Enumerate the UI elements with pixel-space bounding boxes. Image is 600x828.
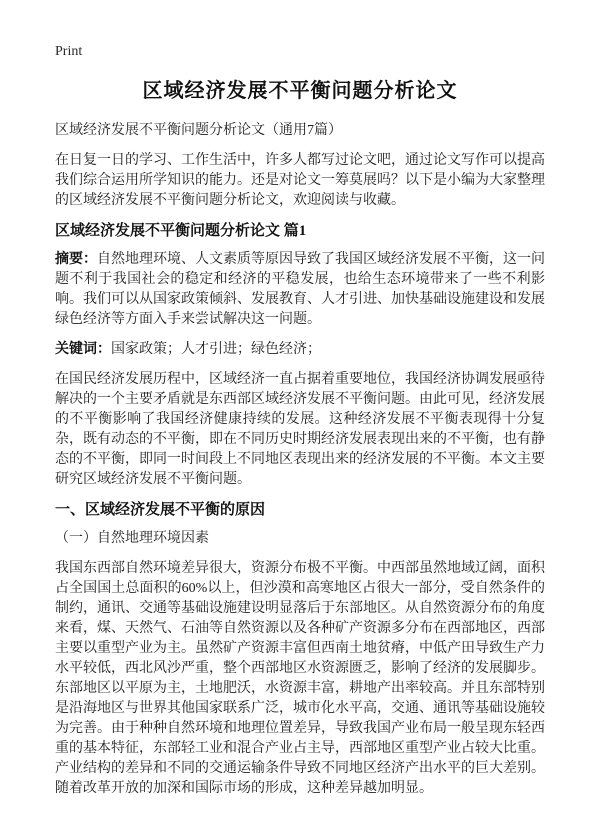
abstract-paragraph (55, 250, 545, 330)
intro-paragraph: 在日复一日的学习、工作生活中，许多人都写过论文吧，通过论文写作可以提高我们综合运用所学知识的能力。还是对论文一筹莫展吗？以下是小编为大家整理的区域经济发展不平衡问题分析论文，欢迎阅读与收藏。 (55, 153, 545, 208)
print-button[interactable]: Print (55, 44, 83, 59)
keywords-paragraph (55, 340, 545, 360)
abstract-label: 摘要： (55, 252, 97, 267)
document-subtitle: 区域经济发展不平衡问题分析论文（通用7篇） (55, 123, 342, 138)
article-1-heading: 区域经济发展不平衡问题分析论文 篇1 (55, 223, 307, 239)
keywords-text: 国家政策；人才引进；绿色经济； (111, 342, 321, 357)
abstract-text: 自然地理环境、人文素质等原因导致了我国区域经济发展不平衡，这一问题不利于我国社会的稳定和经济的平稳发展，也给生态环境带来了一些不利影响。我们可以从国家政策倾斜、发展教育、人才引进、加快基础设施建设和发展绿色经济等方面入手来尝试解决这一问题。 (55, 252, 545, 327)
subsection-1-heading: （一）自然地理环境因素 (55, 531, 209, 546)
page-title: 区域经济发展不平衡问题分析论文 (142, 80, 458, 102)
keywords-label: 关键词： (55, 342, 111, 357)
body-paragraph-2: 我国东西部自然环境差异很大，资源分布极不平衡。中西部虽然地域辽阔，面积占全国国土总面积的60%以上，但沙漠和高寒地区占很大一部分，受自然条件的制约，通讯、交通等基础设施建设明显落后于东部地区。从自然资源分布的角度来看，煤、天然气、石油等自然资源以及各种矿产资源多分布在西部地区，西部主要以重型产业为主。虽然矿产资源丰富但西南土地贫瘠，中低产田导致生产力水平较低，西北风沙严重，整个西部地区水资源匮乏，影响了经济的发展脚步。东部地区以平原为主，土地肥沃，水资源丰富，耕地产出率较高。并且东部特别是沿海地区与世界其他国家联系广泛，城市化水平高，交通、通讯等基础设施较为完善。由于种种自然环境和地理位置差异，导致我国产业布局一般呈现东轻西重的基本特征，东部轻工业和混合产业占主导，西部地区重型产业占较大比重。产业结构的差异和不同的交通运输条件导致不同地区经济产出水平的巨大差别。随着改革开放的加深和国际市场的形成，这种差异越加明显。 (55, 561, 545, 796)
section-1-heading: 一、区域经济发展不平衡的原因 (55, 502, 266, 518)
body-paragraph-1: 在国民经济发展历程中，区域经济一直占据着重要地位，我国经济协调发展亟待解决的一个主要矛盾就是东西部区域经济发展不平衡问题。由此可见，经济发展的不平衡影响了我国经济健康持续的发展。这种经济发展不平衡表现得十分复杂，既有动态的不平衡，即在不同历史时期经济发展表现出来的不平衡，也有静态的不平衡，即同一时间段上不同地区表现出来的经济发展的不平衡。本文主要研究区域经济发展不平衡问题。 (55, 372, 545, 487)
